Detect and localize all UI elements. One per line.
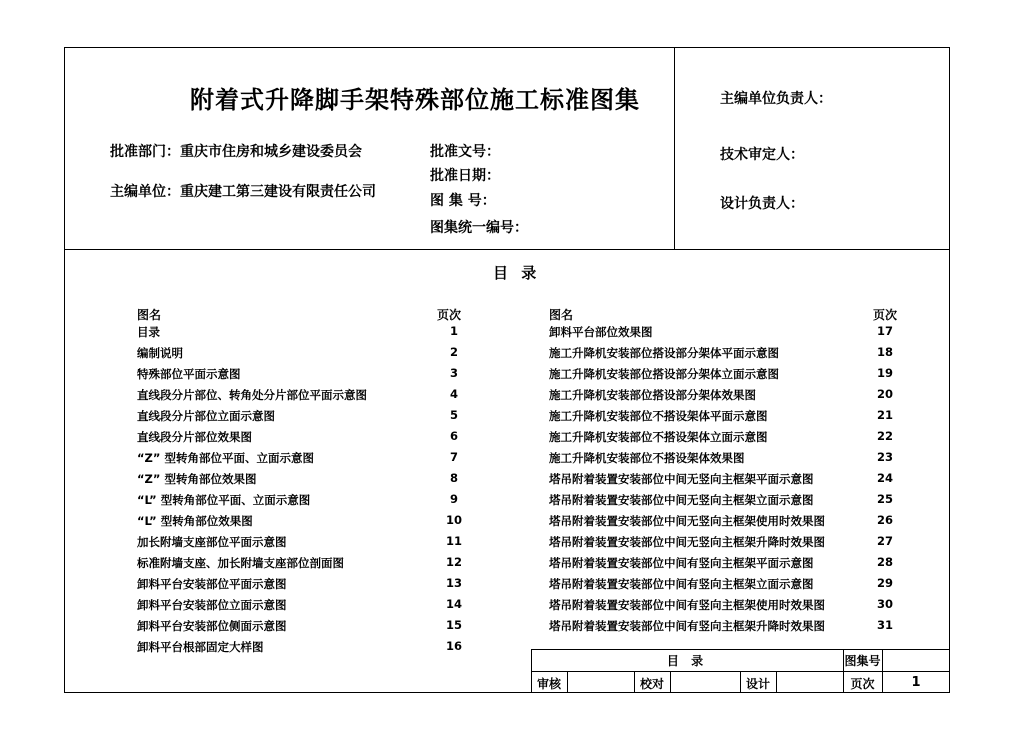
toc-entry-page: 5 [449, 408, 458, 422]
toc-entry-page: 21 [876, 408, 893, 422]
toc-entry-page: 14 [445, 597, 462, 611]
toc-entry-page: 13 [445, 576, 462, 590]
review-label: 审核 [536, 677, 561, 691]
toc-entry-page: 10 [445, 513, 462, 527]
toc-entry-page: 3 [449, 366, 458, 380]
toc-entry-name: 塔吊附着装置安装部位中间有竖向主框架立面示意图 [549, 577, 814, 591]
toc-entry-page: 31 [876, 618, 893, 632]
approval-doc-no: 批准文号： [430, 144, 500, 160]
toc-right-page-header: 页次 [873, 308, 898, 322]
toc-entry-name: 直线段分片部位立面示意图 [137, 409, 275, 423]
toc-entry-page: 11 [445, 534, 462, 548]
title-block-top-line [531, 649, 950, 650]
toc-entry-name: “L” 型转角部位平面、立面示意图 [137, 493, 311, 507]
drawing-title: 目 录 [666, 654, 708, 668]
toc-entry-page: 29 [876, 576, 893, 590]
check-label: 校对 [639, 677, 664, 691]
atlas-number: 图 集 号： [430, 193, 496, 209]
page-label: 页次 [850, 677, 875, 691]
toc-entry-name: 塔吊附着装置安装部位中间无竖向主框架使用时效果图 [549, 514, 825, 528]
toc-entry-name: 卸料平台部位效果图 [549, 325, 653, 339]
toc-entry-page: 30 [876, 597, 893, 611]
editor-unit: 主编单位：重庆建工第三建设有限责任公司 [110, 184, 376, 200]
toc-entry-page: 23 [876, 450, 893, 464]
title-block-sep [670, 671, 671, 693]
design-lead: 设计负责人： [720, 196, 804, 212]
toc-entry-page: 22 [876, 429, 893, 443]
toc-left-page-header: 页次 [437, 308, 462, 322]
toc-entry-name: “Z” 型转角部位效果图 [137, 472, 257, 486]
design-label: 设计 [745, 677, 770, 691]
approval-department: 批准部门：重庆市住房和城乡建设委员会 [110, 144, 362, 160]
toc-left-name-header: 图名 [137, 308, 162, 322]
toc-entry-page: 27 [876, 534, 893, 548]
toc-entry-name: 卸料平台根部固定大样图 [137, 640, 264, 654]
atlas-title: 附着式升降脚手架特殊部位施工标准图集 [190, 86, 640, 114]
toc-entry-name: 编制说明 [137, 346, 183, 360]
toc-entry-name: 特殊部位平面示意图 [137, 367, 241, 381]
technical-reviewer: 技术审定人： [720, 147, 804, 163]
toc-entry-name: 直线段分片部位、转角处分片部位平面示意图 [137, 388, 367, 402]
toc-entry-name: 卸料平台安装部位立面示意图 [137, 598, 287, 612]
toc-entry-page: 4 [449, 387, 458, 401]
toc-entry-name: “Z” 型转角部位平面、立面示意图 [137, 451, 314, 465]
atlas-unified-number: 图集统一编号： [430, 220, 528, 236]
toc-entry-name: 加长附墙支座部位平面示意图 [137, 535, 287, 549]
chief-editor-lead: 主编单位负责人： [720, 91, 832, 107]
toc-entry-name: 施工升降机安装部位不搭设架体立面示意图 [549, 430, 768, 444]
toc-entry-name: 卸料平台安装部位平面示意图 [137, 577, 287, 591]
toc-entry-page: 28 [876, 555, 893, 569]
toc-entry-name: 塔吊附着装置安装部位中间无竖向主框架升降时效果图 [549, 535, 825, 549]
toc-entry-page: 25 [876, 492, 893, 506]
toc-entry-page: 12 [445, 555, 462, 569]
toc-entry-page: 2 [449, 345, 458, 359]
toc-entry-page: 26 [876, 513, 893, 527]
toc-entry-name: 施工升降机安装部位不搭设架体平面示意图 [549, 409, 768, 423]
toc-entry-page: 18 [876, 345, 893, 359]
toc-right-name-header: 图名 [549, 308, 574, 322]
toc-entry-name: 塔吊附着装置安装部位中间有竖向主框架平面示意图 [549, 556, 814, 570]
toc-entry-page: 15 [445, 618, 462, 632]
toc-entry-name: 塔吊附着装置安装部位中间有竖向主框架升降时效果图 [549, 619, 825, 633]
toc-entry-name: 施工升降机安装部位搭设部分架体平面示意图 [549, 346, 779, 360]
toc-entry-name: 塔吊附着装置安装部位中间无竖向主框架平面示意图 [549, 472, 814, 486]
toc-entry-page: 9 [449, 492, 458, 506]
toc-entry-name: 标准附墙支座、加长附墙支座部位剖面图 [137, 556, 344, 570]
toc-entry-page: 19 [876, 366, 893, 380]
toc-heading: 目 录 [493, 264, 541, 282]
atlas-number-label: 图集号 [844, 654, 881, 668]
toc-entry-page: 17 [876, 324, 893, 338]
toc-entry-page: 1 [449, 324, 458, 338]
toc-entry-name: 卸料平台安装部位侧面示意图 [137, 619, 287, 633]
toc-entry-page: 8 [449, 471, 458, 485]
toc-entry-page: 24 [876, 471, 893, 485]
toc-entry-name: 塔吊附着装置安装部位中间有竖向主框架使用时效果图 [549, 598, 825, 612]
toc-entry-name: 目录 [137, 325, 160, 339]
toc-entry-page: 16 [445, 639, 462, 653]
toc-entry-name: 塔吊附着装置安装部位中间无竖向主框架立面示意图 [549, 493, 814, 507]
toc-entry-name: 施工升降机安装部位搭设部分架体效果图 [549, 388, 756, 402]
toc-entry-page: 6 [449, 429, 458, 443]
toc-entry-page: 7 [449, 450, 458, 464]
toc-entry-page: 20 [876, 387, 893, 401]
header-divider [64, 249, 950, 250]
page-number: 1 [911, 675, 921, 690]
approval-date: 批准日期： [430, 168, 500, 184]
toc-entry-name: 施工升降机安装部位搭设部分架体立面示意图 [549, 367, 779, 381]
toc-entry-name: 施工升降机安装部位不搭设架体效果图 [549, 451, 745, 465]
header-column-divider [674, 47, 675, 249]
toc-entry-name: 直线段分片部位效果图 [137, 430, 252, 444]
toc-entry-name: “L” 型转角部位效果图 [137, 514, 253, 528]
title-block-sep [776, 671, 777, 693]
title-block-sep [567, 671, 568, 693]
